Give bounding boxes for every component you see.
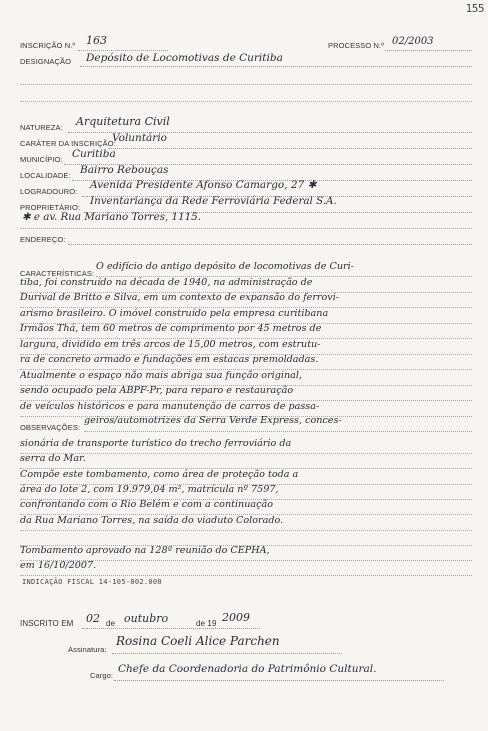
handwritten-line: da Rua Mariano Torres, na saída do viaduto Colorado. [20, 514, 284, 526]
inscrito-line [82, 628, 260, 629]
handwritten-line: área do lote 2, com 19.979,04 m², matrícula nº 7597, [20, 483, 279, 495]
inscrito-de-2: de 19 [196, 619, 217, 628]
handwritten-line: de veículos históricos e para manutenção de carros de passa- [20, 400, 320, 412]
proprietario-continuation: ✱ e av. Rua Mariano Torres, 1115. [22, 211, 201, 223]
handwritten-line: confrontando com o Rio Belém e com a continuação [20, 499, 273, 511]
observacoes-label: OBSERVAÇÕES: [20, 423, 81, 432]
inscricao-value: 163 [86, 34, 107, 47]
cargo-label: Cargo: [90, 671, 114, 680]
handwritten-line: Irmãos Thá, tem 60 metros de comprimento por 45 metros de [20, 323, 322, 334]
caracteristicas-label: CARACTERÍSTICAS: [20, 269, 95, 278]
handwritten-line: Atualmente o espaço não mais abriga sua função original, [20, 369, 302, 381]
designacao-value: Depósito de Locomotivas de Curitiba [86, 52, 283, 64]
natureza-label: NATUREZA: [20, 123, 63, 132]
proprietario-value: Inventariança da Rede Ferroviária Federal S.A. [90, 195, 337, 207]
ruled-line [20, 530, 472, 531]
indicacao-fiscal-stamp: INDICAÇÃO FISCAL 14-105-002.000 [22, 578, 162, 586]
handwritten-line: ra de concreto armado e fundações em estacas premoldadas. [20, 354, 319, 365]
blank-line [20, 101, 472, 102]
processo-line [385, 50, 472, 51]
ruled-line [20, 575, 472, 576]
page-number: 155 [465, 2, 484, 15]
municipio-label: MUNICÍPIO: [20, 155, 63, 164]
assinatura-signature: Rosina Coeli Alice Parchen [116, 634, 280, 648]
handwritten-line: largura, dividido em três arcos de 15,00 metros, com estrutu- [20, 338, 321, 350]
inscricao-label: INSCRIÇÃO N.º [20, 41, 76, 50]
logradouro-value: Avenida Presidente Afonso Camargo, 27 ✱ [90, 179, 317, 191]
handwritten-line: Tombamento aprovado na 128ª reunião do CEPHA, [20, 545, 270, 557]
designacao-line [80, 66, 472, 67]
cargo-line [114, 680, 444, 681]
inscricao-line [78, 50, 168, 51]
logradouro-label: LOGRADOURO: [20, 187, 78, 196]
carater-line [108, 148, 472, 149]
cargo-value: Chefe da Coordenadoria do Patrimônio Cultural. [118, 663, 377, 675]
municipio-value: Curitiba [72, 148, 116, 160]
handwritten-line: O edifício do antigo depósito de locomotivas de Curi- [96, 261, 354, 272]
natureza-value: Arquitetura Civil [76, 115, 170, 128]
assinatura-line [112, 653, 342, 654]
inscrito-label: INSCRITO EM [20, 619, 74, 628]
designacao-label: DESIGNAÇÃO [20, 57, 72, 66]
handwritten-line: em 16/10/2007. [20, 560, 97, 572]
inscrito-day: 02 [86, 612, 100, 625]
inscrito-year: 2009 [222, 611, 250, 624]
observacoes-first-line: geiros/automotrizes da Serra Verde Express, conces- [84, 415, 342, 426]
localidade-value: Bairro Rebouças [80, 164, 169, 176]
handwritten-line: serra do Mar. [20, 453, 86, 465]
handwritten-line: tiba, foi construído na década de 1940, na administração de [20, 276, 313, 288]
inscrito-month: outubro [124, 612, 169, 625]
carater-value: Voluntário [112, 132, 168, 144]
handwritten-line: Durival de Britto e Silva, em um contexto de expansão do ferrovi- [20, 292, 340, 303]
observacoes-rule [84, 431, 472, 432]
proprietario-label: PROPRIETÁRIO: [20, 203, 81, 212]
carater-label: CARÁTER DA INSCRIÇÃO: [20, 139, 116, 148]
handwritten-line: arismo brasileiro. O imóvel construído pela empresa curitibana [20, 307, 329, 319]
endereco-label: ENDEREÇO: [20, 235, 66, 244]
handwritten-line: sendo ocupado pela ABPF-Pr, para reparo e restauração [20, 385, 294, 396]
handwritten-line: sionária de transporte turístico do trecho ferroviário da [20, 438, 292, 449]
processo-value: 02/2003 [392, 36, 434, 47]
blank-line [20, 84, 472, 85]
assinatura-label: Assinatura: [68, 645, 107, 654]
endereco-line [68, 244, 472, 245]
localidade-label: LOCALIDADE: [20, 171, 71, 180]
processo-label: PROCESSO N.º [328, 41, 385, 50]
proprietario-line-2 [20, 228, 472, 229]
handwritten-line: Compõe este tombamento, como área de proteção toda a [20, 468, 299, 480]
inscrito-de-1: de [106, 619, 116, 628]
